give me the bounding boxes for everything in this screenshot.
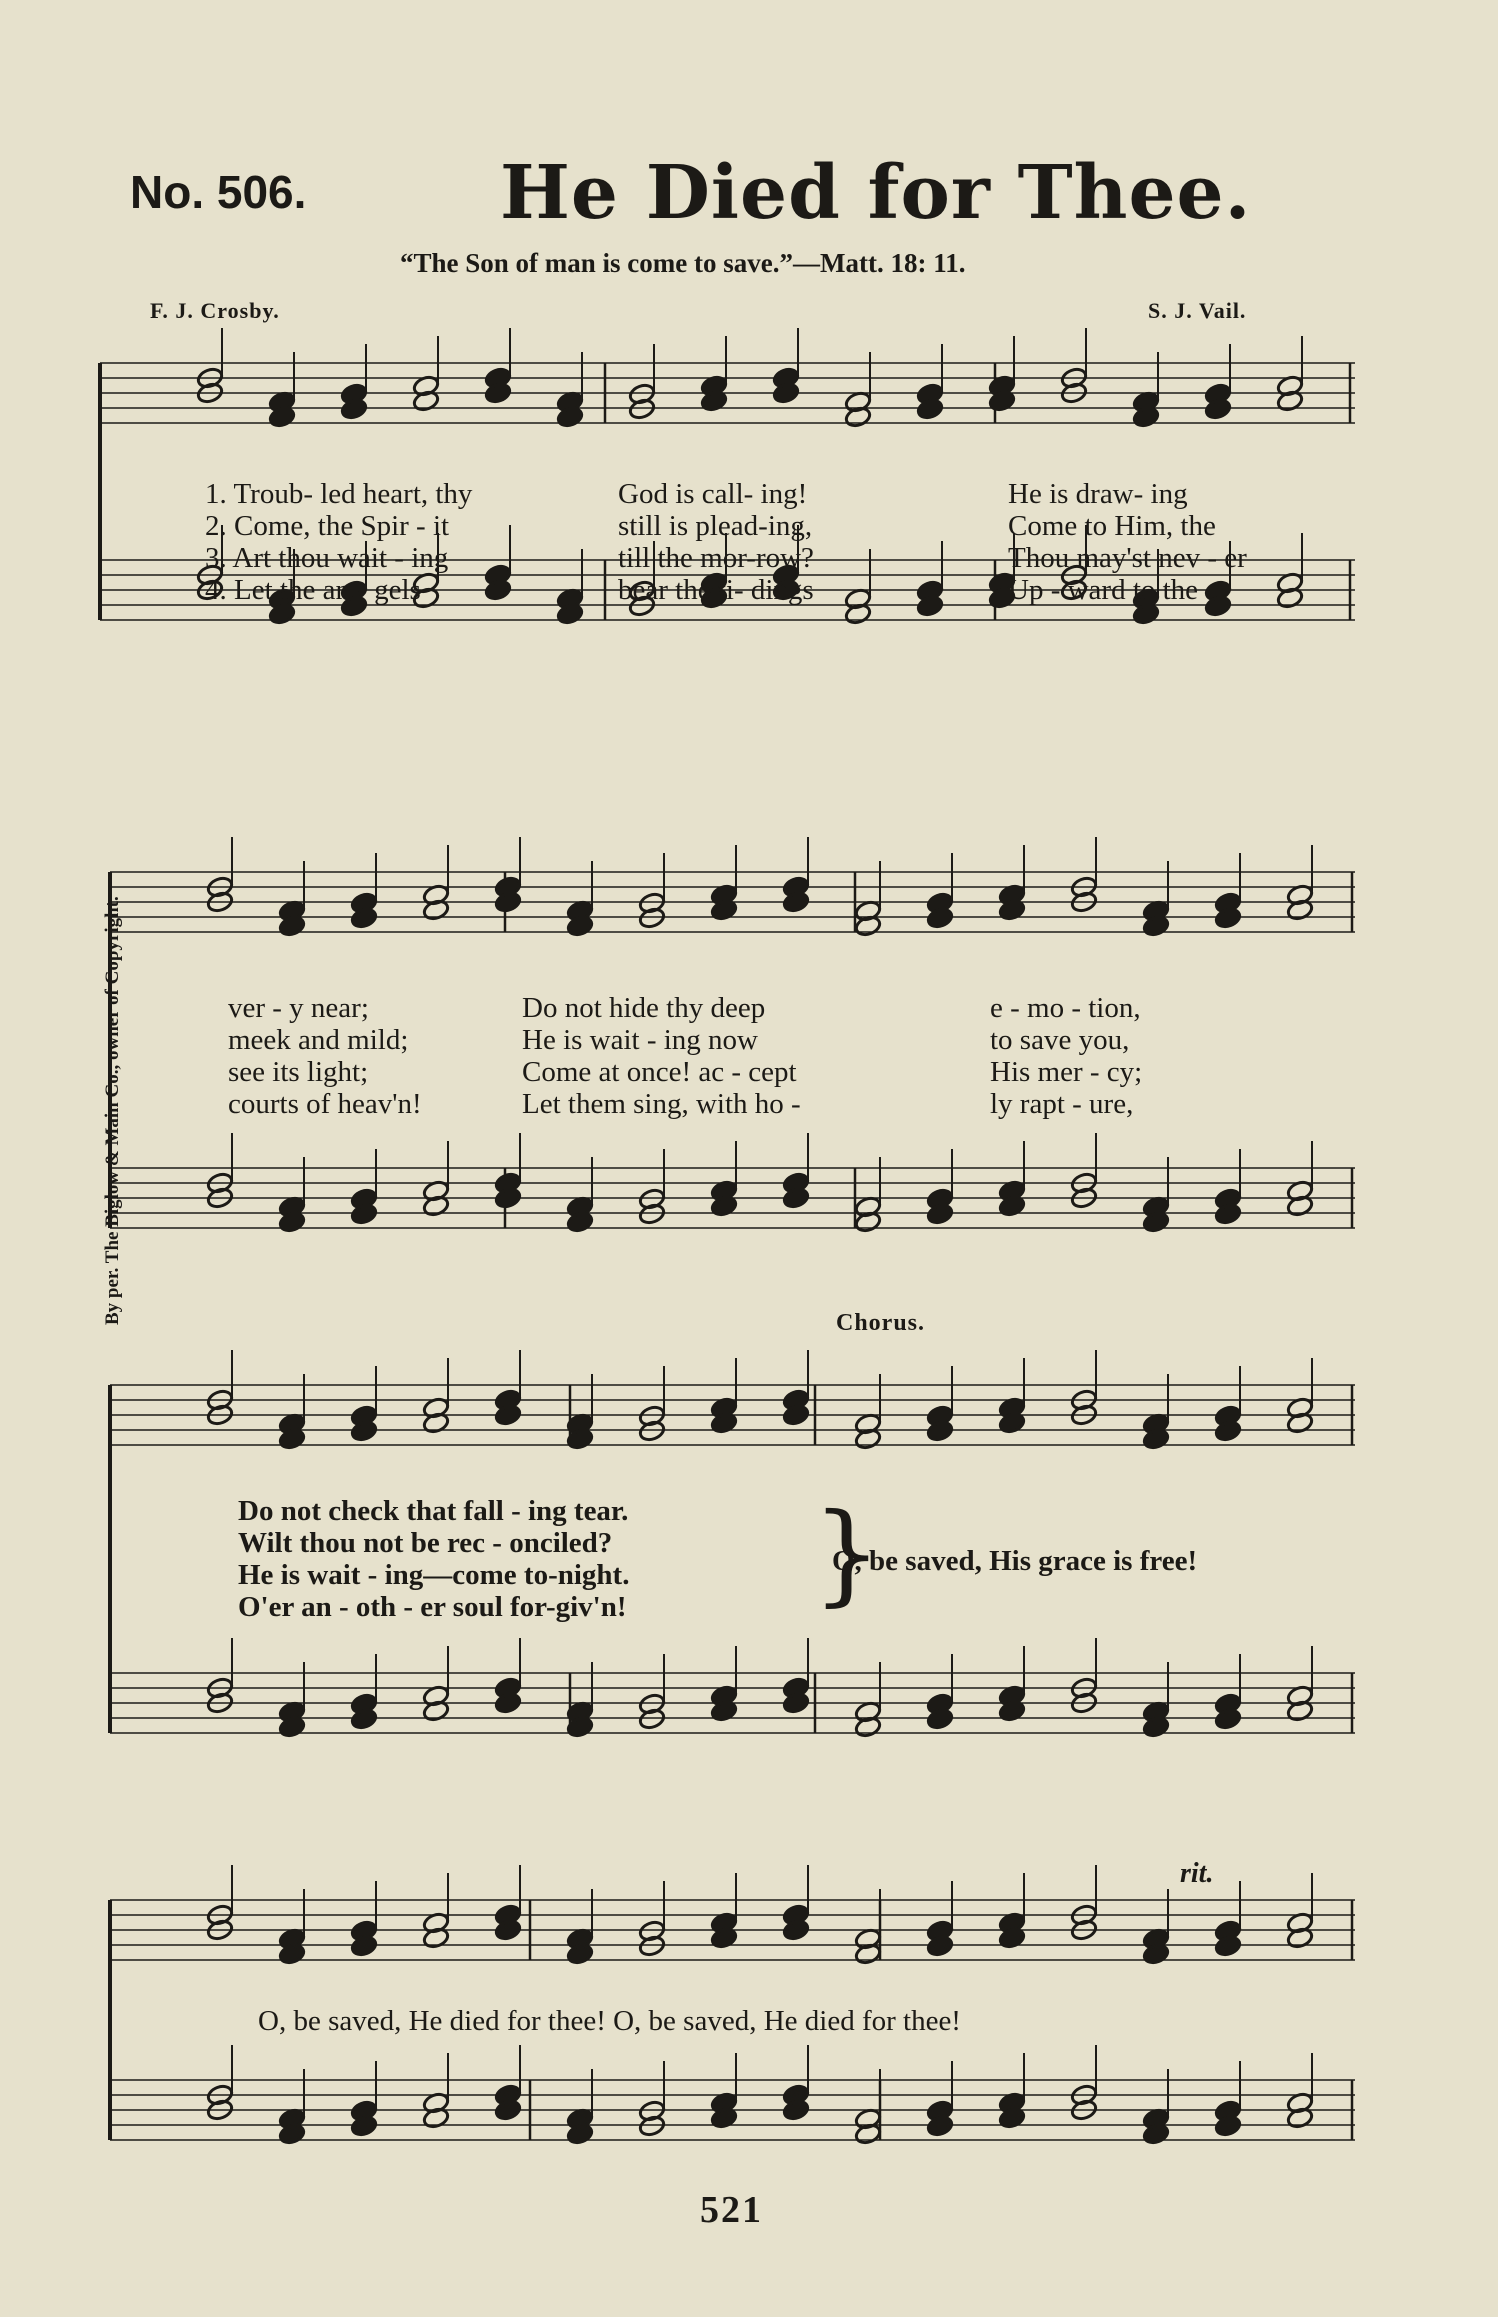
tempo-marking: rit.	[1180, 1858, 1214, 1889]
scripture-epigraph: “The Son of man is come to save.”—Matt. 18: 11.	[400, 248, 966, 278]
verse-4-line: 4. Let the an - gels	[205, 574, 421, 606]
chorus-label: Chorus.	[836, 1310, 926, 1336]
composer-credit: S. J. Vail.	[1148, 298, 1247, 323]
author-credit: F. J. Crosby.	[150, 298, 280, 323]
verse-3-line: His mer - cy;	[990, 1056, 1143, 1088]
verse-3-line: Come at once! ac - cept	[522, 1056, 797, 1088]
final-refrain: O, be saved, He died for thee! O, be saved, He died for thee!	[258, 2005, 961, 2037]
verse-1-line: Do not check that fall - ing tear.	[238, 1495, 629, 1527]
verse-3-line: He is wait - ing—come to-night.	[238, 1559, 630, 1591]
system-3-lyrics	[238, 1495, 629, 1623]
system-2-lyrics-col3	[990, 992, 1142, 1120]
page-number: 521	[700, 2189, 763, 2231]
system-1-lyrics-col1	[205, 478, 472, 606]
verse-1-line: He is draw- ing	[1008, 478, 1188, 510]
verse-brace: }	[812, 1489, 882, 1617]
verse-1-line: 1. Troub- led heart, thy	[205, 478, 473, 510]
verse-2-line: to save you,	[990, 1024, 1130, 1056]
system-2-lyrics-col2	[522, 992, 801, 1120]
chorus-refrain: O, be saved, His grace is free!	[832, 1545, 1198, 1577]
verse-4-line: courts of heav'n!	[228, 1088, 422, 1120]
system-1-lyrics-col2	[618, 478, 814, 606]
verse-1-line: God is call- ing!	[618, 478, 808, 510]
verse-3-line: 3. Art thou wait - ing	[205, 542, 449, 574]
verse-3-line: Thou may'st nev - er	[1008, 542, 1247, 574]
verse-2-line: meek and mild;	[228, 1024, 409, 1056]
verse-2-line: 2. Come, the Spir - it	[205, 510, 450, 542]
verse-3-line: till the mor-row?	[618, 542, 814, 574]
verse-1-line: Do not hide thy deep	[522, 992, 766, 1024]
verse-4-line: ly rapt - ure,	[990, 1088, 1134, 1120]
system-1-lyrics-col3	[1008, 478, 1247, 606]
verse-2-line: still is plead-ing,	[618, 510, 813, 542]
verse-2-line: Wilt thou not be rec - onciled?	[238, 1527, 613, 1559]
verse-2-line: He is wait - ing now	[522, 1024, 758, 1056]
hymn-number: No. 506.	[130, 166, 307, 218]
hymn-title: He Died for Thee.	[500, 150, 1252, 236]
verse-4-line: Let them sing, with ho -	[522, 1088, 801, 1120]
verse-3-line: see its light;	[228, 1056, 369, 1088]
verse-1-line: e - mo - tion,	[990, 992, 1141, 1024]
verse-4-line: O'er an - oth - er soul for-giv'n!	[238, 1591, 627, 1623]
verse-1-line: ver - y near;	[228, 992, 369, 1024]
copyright-notice: By per. The Biglow & Main Co., owner of Copyright.	[102, 896, 123, 1325]
verse-2-line: Come to Him, the	[1008, 510, 1216, 542]
verse-4-line: Up - ward to the	[1008, 574, 1199, 606]
system-2-lyrics-col1	[228, 992, 422, 1120]
verse-4-line: bear the ti- dings	[618, 574, 814, 606]
